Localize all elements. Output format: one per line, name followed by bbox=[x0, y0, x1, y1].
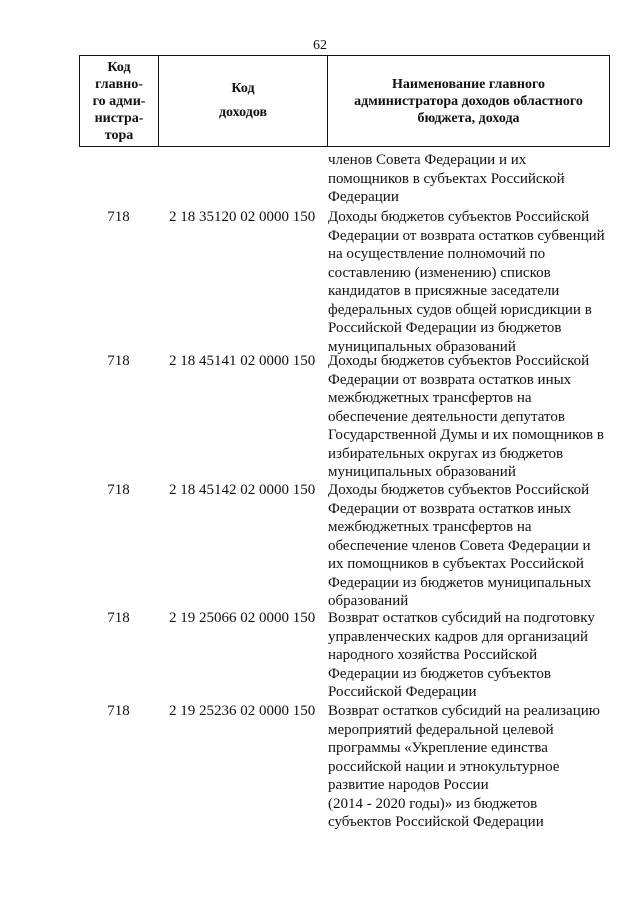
income-code: 2 19 25236 02 0000 150 bbox=[169, 703, 316, 719]
income-name: Возврат остатков субсидий на подготовку управленческих кадров для организаций народного хозяйства Российской Федерации из бюджетов субъектов Российской Федерации bbox=[328, 610, 595, 700]
admin-code: 718 bbox=[107, 353, 130, 369]
income-name: Доходы бюджетов субъектов Российской Федерации от возврата остатков иных межбюджетных трансфертов на обеспечение деятельности депутатов Государственной Думы и их помощников в избирательных округах из бюджетов муниципальных образований bbox=[328, 353, 604, 480]
header-income-code: Код доходов bbox=[159, 56, 328, 146]
table-header bbox=[79, 55, 610, 147]
page-number: 62 bbox=[313, 38, 327, 53]
continuation-text: членов Совета Федерации и их помощников в субъектах Российской Федерации bbox=[328, 152, 565, 205]
income-name: Возврат остатков субсидий на реализацию мероприятий федеральной целевой программы «Укрепление единства российской нации и этнокультурное развитие народов России (2014 - 2020 годы)» из бюджетов субъектов Российской Федерации bbox=[328, 703, 600, 830]
admin-code: 718 bbox=[107, 703, 130, 719]
income-name: Доходы бюджетов субъектов Российской Федерации от возврата остатков иных межбюджетных трансфертов на обеспечение членов Совета Федерации и их помощников в субъектах Российской Федерации из бюджетов муниципальных образований bbox=[328, 482, 592, 609]
admin-code: 718 bbox=[107, 610, 130, 626]
income-code: 2 19 25066 02 0000 150 bbox=[169, 610, 316, 626]
admin-code: 718 bbox=[107, 482, 130, 498]
income-code: 2 18 45141 02 0000 150 bbox=[169, 353, 316, 369]
admin-code: 718 bbox=[107, 209, 130, 225]
header-name: Наименование главного администратора доходов областного бюджета, дохода bbox=[354, 76, 583, 126]
header-admin-code: Код главно- го адми- нистра- тора bbox=[80, 56, 159, 146]
income-code: 2 18 45142 02 0000 150 bbox=[169, 482, 316, 498]
income-name: Доходы бюджетов субъектов Российской Федерации от возврата остатков субвенций на осуществление полномочий по составлению (изменению) списков кандидатов в присяжные заседатели федеральных судов общей юрисдикции в Российской Федерации из бюджетов муниципальных образований bbox=[328, 209, 605, 355]
income-code: 2 18 35120 02 0000 150 bbox=[169, 209, 316, 225]
